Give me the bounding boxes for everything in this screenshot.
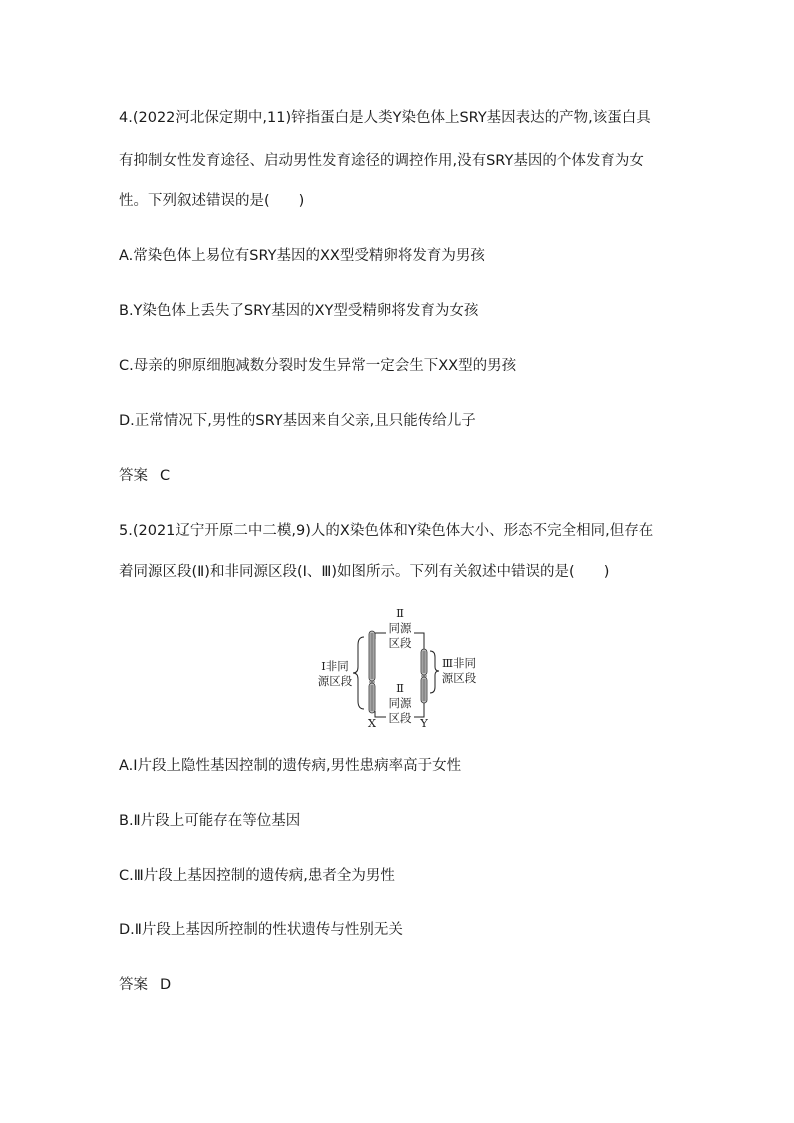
q4-answer — [119, 466, 689, 486]
y-chromosome — [421, 649, 427, 703]
q5-answer — [119, 975, 689, 995]
q5-option-a: A.Ⅰ片段上隐性基因控制的遗传病,男性患病率高于女性 — [119, 758, 462, 774]
q5-option-b: B.Ⅱ片段上可能存在等位基因 — [119, 813, 301, 829]
q4-option-c: C.母亲的卵原细胞减数分裂时发生异常一定会生下XX型的男孩 — [119, 358, 517, 374]
fig-top-bracket-right — [414, 633, 424, 651]
fig-top-label-3: 区段 — [388, 636, 412, 650]
q4-stem-line-2: 有抑制女性发育途径、启动男性发育途径的调控作用,没有SRY基因的个体发育为女 — [119, 153, 644, 169]
fig-bottom-label-1: Ⅱ — [396, 681, 404, 695]
chromosome-diagram — [318, 603, 478, 733]
fig-top-bracket-left — [375, 633, 386, 639]
fig-left-label-1: Ⅰ非同 — [321, 659, 349, 673]
fig-left-brace — [353, 637, 364, 709]
q5-answer-value: D — [160, 977, 172, 993]
q4-option-d: D.正常情况下,男性的SRY基因来自父亲,且只能传给儿子 — [119, 413, 476, 429]
q5-option-c: C.Ⅲ片段上基因控制的遗传病,患者全为男性 — [119, 868, 395, 884]
q4-option-a: A.常染色体上易位有SRY基因的XX型受精卵将发育为男孩 — [119, 248, 485, 264]
x-chromosome — [369, 631, 375, 713]
fig-x-label: X — [367, 716, 377, 730]
q4-stem-line-1: 4.(2022河北保定期中,11)锌指蛋白是人类Y染色体上SRY基因表达的产物,该蛋白具 — [119, 110, 651, 126]
fig-right-label-1: Ⅲ非同 — [441, 656, 477, 670]
fig-bottom-bracket-right — [414, 703, 424, 717]
q5-stem-line-1: 5.(2021辽宁开原二中二模,9)人的X染色体和Y染色体大小、形态不完全相同,但存在 — [119, 523, 654, 539]
q4-answer-label: 答案 — [119, 468, 148, 484]
fig-bottom-label-2: 同源 — [388, 696, 412, 710]
fig-left-label-2: 源区段 — [318, 674, 353, 688]
q4-option-b: B.Y染色体上丢失了SRY基因的XY型受精卵将发育为女孩 — [119, 303, 479, 319]
q4-stem-line-3: 性。下列叙述错误的是( ) — [119, 193, 305, 209]
fig-right-label-2: 源区段 — [441, 671, 477, 685]
fig-right-brace — [430, 651, 439, 693]
q5-option-d: D.Ⅱ片段上基因所控制的性状遗传与性别无关 — [119, 922, 403, 938]
fig-top-label-2: 同源 — [388, 621, 412, 635]
q5-stem-line-2: 着同源区段(Ⅱ)和非同源区段(Ⅰ、Ⅲ)如图所示。下列有关叙述中错误的是( ) — [119, 564, 610, 580]
fig-top-label-1: Ⅱ — [396, 606, 404, 620]
fig-bottom-label-3: 区段 — [388, 711, 412, 725]
q5-answer-label: 答案 — [119, 977, 148, 993]
fig-y-label: Y — [420, 716, 428, 730]
fig-bottom-bracket-left — [375, 711, 386, 717]
q4-answer-value: C — [160, 468, 171, 484]
